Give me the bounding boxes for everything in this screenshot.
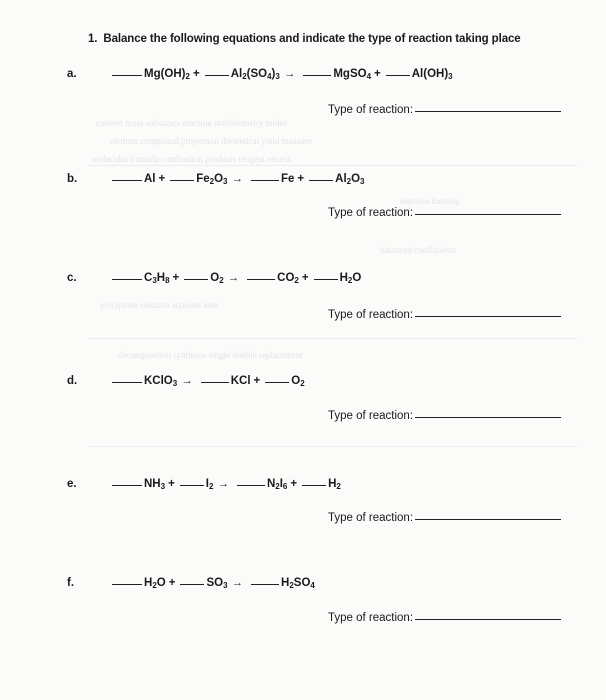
formula-text: MgSO (333, 68, 367, 80)
formula-subscript: 2 (242, 72, 247, 81)
plus-sign: + (192, 68, 200, 80)
plus-sign: + (290, 478, 298, 490)
plus-sign: + (158, 173, 166, 185)
chemical-equation (110, 173, 365, 185)
type-of-reaction-answer-line[interactable] (415, 619, 561, 620)
coefficient-blank[interactable] (309, 179, 333, 181)
formula-text: H (339, 272, 348, 284)
chemical-formula (206, 478, 214, 490)
type-of-reaction (328, 410, 561, 422)
formula-text: Al(OH) (411, 68, 449, 80)
type-of-reaction-answer-line[interactable] (415, 214, 561, 215)
coefficient-blank[interactable] (251, 179, 279, 181)
formula-text: H (281, 577, 290, 589)
formula-text: Fe (281, 173, 295, 185)
formula-text: KCl (230, 375, 251, 387)
type-of-reaction (328, 512, 561, 524)
problem-letter: e. (67, 478, 77, 490)
formula-subscript: 2 (219, 276, 224, 285)
coefficient-blank[interactable] (247, 278, 275, 280)
coefficient-blank[interactable] (180, 484, 204, 486)
coefficient-blank[interactable] (112, 179, 142, 181)
chemical-formula (267, 478, 287, 490)
type-of-reaction-answer-line[interactable] (415, 417, 561, 418)
chemical-equation (110, 272, 361, 284)
formula-subscript: 3 (275, 72, 280, 81)
formula-text: O (291, 375, 301, 387)
formula-subscript: 4 (267, 72, 272, 81)
type-of-reaction (328, 309, 561, 321)
formula-text: H (328, 478, 337, 490)
formula-subscript: 2 (209, 482, 214, 491)
chemical-formula (291, 375, 304, 387)
chemical-equation (110, 68, 453, 80)
type-of-reaction-label: Type of reaction: (328, 410, 414, 422)
formula-subscript: 4 (366, 72, 372, 81)
formula-text: I (279, 478, 283, 490)
problem-letter: c. (67, 272, 77, 284)
formula-text: Mg(OH) (144, 68, 186, 80)
chemical-formula (335, 173, 364, 185)
plus-sign: + (168, 577, 176, 589)
formula-subscript: 6 (282, 482, 288, 491)
plus-sign: + (168, 478, 175, 490)
formula-subscript: 8 (165, 276, 170, 285)
formula-text: SO (293, 577, 311, 589)
coefficient-blank[interactable] (314, 278, 338, 280)
reaction-arrow: → (231, 577, 244, 589)
instructions-heading (88, 33, 521, 45)
formula-subscript: 3 (448, 72, 453, 81)
type-of-reaction-label: Type of reaction: (328, 309, 414, 321)
coefficient-blank[interactable] (112, 583, 142, 585)
reaction-arrow: → (231, 173, 243, 185)
chemical-formula (144, 478, 165, 490)
formula-subscript: 2 (346, 177, 352, 186)
reaction-arrow: → (283, 68, 296, 80)
type-of-reaction (328, 104, 561, 116)
formula-text: CO (277, 272, 295, 284)
chemical-formula (144, 173, 156, 185)
formula-subscript: 3 (152, 276, 157, 285)
formula-text: O (351, 173, 361, 185)
chemical-formula (196, 173, 227, 185)
chemical-formula (281, 173, 294, 185)
formula-text: N (266, 478, 276, 490)
formula-text: NH (144, 478, 161, 490)
type-of-reaction (328, 207, 561, 219)
chemical-formula (412, 68, 453, 80)
formula-subscript: 4 (310, 581, 315, 590)
coefficient-blank[interactable] (386, 74, 410, 76)
formula-text: SO (206, 577, 224, 589)
problem-letter: a. (67, 68, 77, 80)
coefficient-blank[interactable] (265, 381, 289, 383)
reaction-arrow: → (181, 375, 193, 387)
formula-subscript: 2 (336, 482, 341, 491)
problem-letter: f. (67, 577, 75, 589)
coefficient-blank[interactable] (251, 583, 279, 585)
formula-text: H (156, 272, 166, 284)
plus-sign: + (172, 272, 180, 284)
formula-text: Al (230, 68, 243, 80)
formula-text: KClO (144, 375, 173, 387)
formula-text: (SO (246, 68, 268, 80)
chemical-equation (110, 478, 341, 490)
problem-letter: d. (67, 375, 78, 387)
type-of-reaction-label: Type of reaction: (328, 512, 414, 524)
coefficient-blank[interactable] (112, 74, 142, 76)
formula-subscript: 2 (300, 379, 305, 388)
plus-sign: + (301, 272, 309, 284)
formula-subscript: 2 (289, 581, 294, 590)
instructions-text-end: of reaction taking place (394, 33, 521, 45)
coefficient-blank[interactable] (205, 74, 229, 76)
formula-subscript: 2 (185, 72, 190, 81)
chemical-formula (328, 478, 341, 490)
coefficient-blank[interactable] (112, 278, 142, 280)
type-of-reaction (328, 612, 561, 624)
coefficient-blank[interactable] (302, 484, 326, 486)
formula-subscript: 2 (152, 581, 157, 590)
formula-text: Al (144, 173, 156, 185)
formula-text: ) (271, 68, 276, 80)
type-of-reaction-answer-line[interactable] (415, 316, 561, 317)
chemical-formula (281, 577, 315, 589)
coefficient-blank[interactable] (112, 381, 142, 383)
reaction-arrow: → (227, 272, 240, 284)
formula-text: O (210, 272, 220, 284)
formula-subscript: 3 (223, 177, 228, 186)
formula-subscript: 2 (347, 276, 353, 285)
formula-text: Al (335, 173, 347, 185)
coefficient-blank[interactable] (201, 381, 229, 383)
chemical-formula (231, 68, 280, 80)
chemical-formula (340, 272, 362, 284)
formula-subscript: 2 (209, 177, 215, 186)
plus-sign: + (297, 173, 305, 185)
type-of-reaction-label: Type of reaction: (328, 612, 414, 624)
formula-text: C (144, 272, 153, 284)
plus-sign: + (374, 68, 381, 80)
chemical-formula (144, 577, 166, 589)
coefficient-blank[interactable] (112, 484, 142, 486)
type-of-reaction-answer-line[interactable] (415, 111, 561, 112)
type-of-reaction-label: Type of reaction: (328, 207, 414, 219)
question-number: 1. (88, 33, 98, 45)
coefficient-blank[interactable] (303, 74, 331, 76)
chemical-formula (144, 272, 170, 284)
formula-subscript: 3 (223, 581, 228, 590)
instructions-emphasis: type (368, 33, 392, 45)
coefficient-blank[interactable] (170, 179, 194, 181)
coefficient-blank[interactable] (237, 484, 265, 486)
formula-subscript: 2 (275, 482, 280, 491)
formula-subscript: 2 (294, 276, 299, 285)
reaction-arrow: → (217, 478, 229, 490)
formula-text: H (144, 577, 153, 589)
chemical-formula (206, 577, 227, 589)
chemical-formula (144, 375, 177, 387)
formula-text: O (156, 577, 166, 589)
plus-sign: + (253, 375, 261, 387)
formula-text: I (205, 478, 209, 490)
formula-subscript: 3 (160, 482, 166, 491)
chemical-formula (333, 68, 371, 80)
problem-letter: b. (67, 173, 78, 185)
coefficient-blank[interactable] (180, 583, 204, 585)
formula-text: O (352, 272, 362, 284)
type-of-reaction-answer-line[interactable] (415, 519, 561, 520)
coefficient-blank[interactable] (184, 278, 208, 280)
formula-subscript: 3 (360, 177, 365, 186)
instructions-text: Balance the following equations and indicate the (103, 33, 366, 45)
chemical-formula (210, 272, 223, 284)
chemical-formula (277, 272, 299, 284)
formula-text: O (214, 173, 224, 185)
chemical-formula (231, 375, 251, 387)
type-of-reaction-label: Type of reaction: (328, 104, 414, 116)
formula-text: Fe (196, 173, 210, 185)
chemical-formula (144, 68, 190, 80)
chemical-equation (110, 375, 305, 387)
formula-subscript: 3 (172, 379, 178, 388)
chemical-equation (110, 577, 315, 589)
worksheet-page: convert mass substance reaction stoichiometry moles element compound proportion theoretical yield measure molecular formula combustion products reagent excess reaction limiting precipitate solution aqueous ions decomposition synthesis single double replacement balanced coefficients 1. Balance the following equations and indicate the type of reaction taking place a. $Mg(OH)_2$ + $Al_2(SO_4)_3$ → MgSO$_4$ + $Al(OH)_3$ Type of reaction: b. Al + $Fe_2O_3$ → Fe + $Al_2O_3$ Type of reaction: c. $C_3H_8$ + $O_2$ → $CO_2$ + $H_2O$ Type of reaction: d. KClO$_3$ → KCl + $O_2$ Type of reaction: e. $NH_3$ + $I_2$ → $N_2I_6$ + $H_2$ Type of reaction: f. $H_2O$ + $SO_3$ → $H_2SO_4$ Type of reaction: (0, 0, 606, 700)
